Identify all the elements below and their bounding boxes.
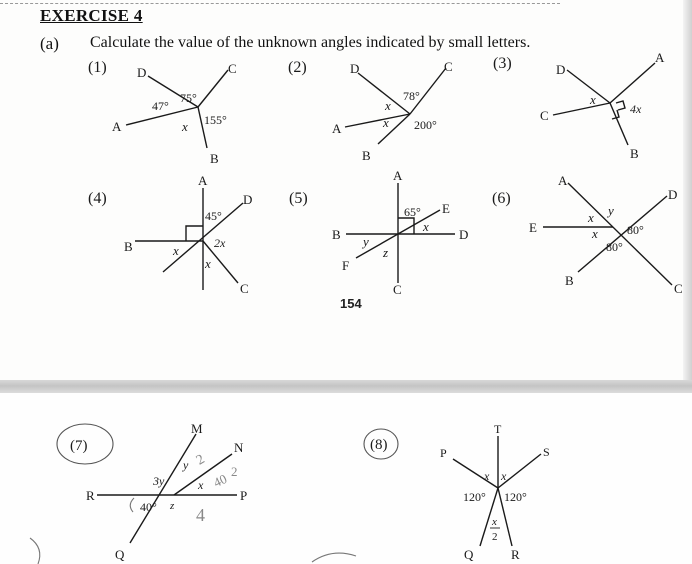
- point-f-label: F: [342, 258, 350, 273]
- ray-oa: [345, 114, 410, 127]
- point-c-label: C: [674, 281, 683, 296]
- point-c-label: C: [228, 61, 237, 76]
- angle-80-right-label: 80°: [627, 223, 644, 237]
- point-a-label: A: [655, 50, 665, 65]
- angle-200-label: 200°: [414, 118, 437, 132]
- point-m-label: M: [191, 421, 203, 436]
- page-number: 154: [340, 296, 362, 311]
- point-b-label: B: [124, 239, 133, 254]
- point-r-label: R: [511, 547, 520, 562]
- point-d-label: D: [556, 62, 566, 77]
- angle-z-label: z: [170, 500, 175, 512]
- handwritten-note-1: 2: [193, 451, 208, 469]
- angle-z-label: z: [383, 245, 389, 260]
- point-n-label: N: [234, 440, 244, 455]
- point-d-label: D: [350, 61, 360, 76]
- point-c-label: C: [393, 282, 402, 297]
- problem-5-number: (5): [289, 190, 308, 207]
- ray-oc: [198, 70, 228, 107]
- point-b-label: B: [332, 227, 341, 242]
- problem-8-diagram: [364, 422, 550, 562]
- angle-155-label: 155°: [204, 113, 227, 127]
- point-d-label: D: [668, 187, 678, 202]
- angle-47-label: 47°: [152, 99, 169, 113]
- point-e-label: E: [529, 220, 537, 235]
- point-b-label: B: [630, 146, 639, 161]
- fraction-denominator-2: 2: [492, 531, 498, 543]
- point-s-label: S: [543, 445, 550, 459]
- point-d-label: D: [243, 192, 253, 207]
- angle-40-label: 40°: [140, 500, 157, 514]
- problem-4-diagram: [88, 173, 252, 296]
- point-p-label: P: [240, 488, 248, 503]
- angle-x-upper-label: x: [385, 98, 391, 113]
- line-ac: [568, 183, 672, 285]
- right-angle-mark: [186, 226, 203, 241]
- handwritten-curve-left: [30, 538, 40, 564]
- point-a-label: A: [393, 168, 403, 183]
- angle-y-label: y: [363, 234, 369, 249]
- point-c-label: C: [444, 59, 453, 74]
- ray-oc: [553, 103, 610, 115]
- angle-x-label: x: [182, 119, 188, 134]
- point-b-label: B: [565, 273, 574, 288]
- fraction-numerator-x: x: [492, 516, 497, 528]
- point-e-label: E: [442, 201, 450, 216]
- handwritten-note-4: 4: [196, 505, 205, 525]
- angle-78-label: 78°: [403, 89, 420, 103]
- angle-x-lower-label: x: [592, 226, 598, 241]
- ray-op: [453, 459, 498, 488]
- handwritten-curve-middle: [312, 553, 356, 562]
- problem-7-number: (7): [70, 438, 88, 454]
- point-a-label: A: [112, 119, 122, 134]
- angle-120-left-label: 120°: [463, 490, 486, 504]
- angle-x-upper-label: x: [588, 210, 594, 225]
- problem-2-diagram: [288, 59, 453, 163]
- angle-x-right-label: x: [501, 469, 507, 483]
- point-b-label: B: [210, 151, 219, 166]
- angle-y-label: y: [608, 203, 614, 218]
- angle-4x-label: 4x: [630, 102, 642, 116]
- point-c-label: C: [540, 108, 549, 123]
- problem-4-number: (4): [88, 190, 107, 207]
- problem-5-diagram: [289, 168, 468, 297]
- problem-8-number: (8): [370, 437, 388, 453]
- angle-45-label: 45°: [205, 209, 222, 223]
- angle-75-label: 75°: [180, 91, 197, 105]
- angle-3y-label: 3y: [153, 474, 165, 488]
- point-q-label: Q: [115, 547, 125, 562]
- point-d-label: D: [459, 227, 469, 242]
- problem-7-diagram: [57, 421, 247, 562]
- problem-6-diagram: [492, 173, 683, 296]
- point-q-label: Q: [464, 547, 474, 562]
- exercise-title: EXERCISE 4: [40, 6, 143, 25]
- problem-6-number: (6): [492, 190, 511, 207]
- handwritten-note-2: 40: [210, 470, 230, 491]
- angle-x-label: x: [198, 478, 204, 492]
- angle-x-label: x: [423, 219, 429, 234]
- angle-120-right-label: 120°: [504, 490, 527, 504]
- instruction-text: Calculate the value of the unknown angles indicated by small letters.: [90, 34, 531, 51]
- angle-65-label: 65°: [404, 205, 421, 219]
- part-label: (a): [40, 34, 59, 53]
- problem-2-number: (2): [288, 59, 307, 76]
- point-b-label: B: [362, 148, 371, 163]
- point-c-label: C: [240, 281, 249, 296]
- angle-x-lower-label: x: [205, 256, 211, 271]
- handwritten-note-3: 2: [231, 464, 238, 479]
- problem-3-number: (3): [493, 55, 512, 72]
- problem-1-diagram: [88, 59, 237, 166]
- angle-y-label: y: [183, 458, 189, 472]
- line-m-q: [130, 434, 196, 543]
- angle-x-lower-label: x: [383, 115, 389, 130]
- angle-x-left-label: x: [484, 469, 490, 483]
- angle-80-lower-label: 80°: [606, 240, 623, 254]
- point-r-label: R: [86, 488, 95, 503]
- angle-2x-label: 2x: [214, 236, 226, 250]
- point-p-label: P: [440, 446, 447, 460]
- point-a-label: A: [332, 121, 342, 136]
- point-a-label: A: [198, 173, 208, 188]
- point-d-label: D: [137, 65, 147, 80]
- point-a-label: A: [558, 173, 568, 188]
- handwritten-bracket-mark: [130, 498, 134, 512]
- ray-oa: [610, 63, 655, 103]
- problem-3-diagram: [493, 50, 665, 161]
- angle-x-left-label: x: [173, 243, 179, 258]
- angle-x-label: x: [590, 92, 596, 107]
- point-t-label: T: [494, 422, 502, 436]
- problem-1-number: (1): [88, 59, 107, 76]
- right-angle-mark-upper: [616, 101, 625, 110]
- ray-od: [567, 70, 610, 103]
